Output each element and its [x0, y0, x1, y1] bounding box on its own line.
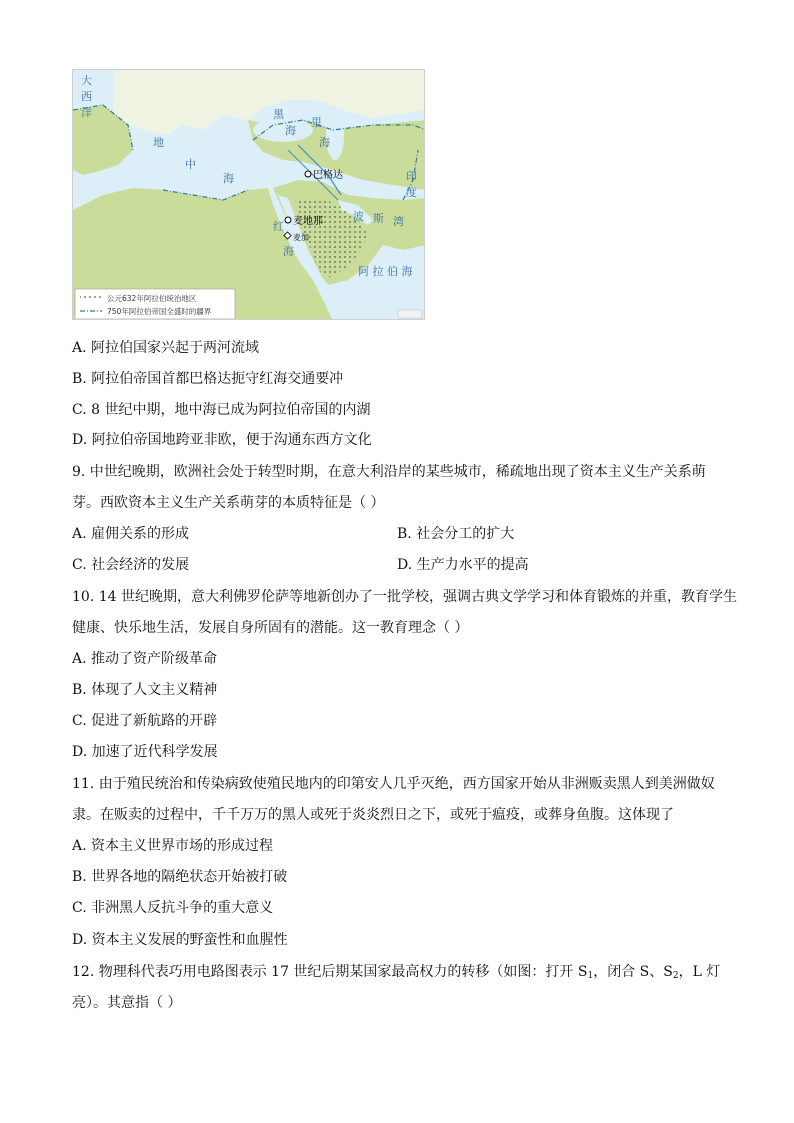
q9-option-c: C. 社会经济的发展: [72, 557, 190, 573]
q11-stem-line1: 11. 由于殖民统治和传染病致使殖民地内的印第安人几乎灭绝，西方国家开始从非洲贩卖黑人到美洲做奴: [72, 776, 715, 792]
q10-option-c: C. 促进了新航路的开辟: [72, 713, 218, 729]
q10-stem-line1: 10. 14 世纪晚期，意大利佛罗伦萨等地新创办了一批学校，强调古典文学学习和体育锻炼的并重，教育学生: [72, 589, 737, 605]
label-med-1: 地: [153, 136, 164, 149]
q8-option-b: B. 阿拉伯帝国首都巴格达扼守红海交通要冲: [72, 371, 344, 387]
label-red-1: 红: [273, 220, 284, 233]
q9-option-b: B. 社会分工的扩大: [397, 526, 515, 542]
q12-sub-1: 1: [587, 971, 594, 981]
legend-750: 750年阿拉伯帝国全盛时的疆界: [107, 307, 212, 316]
q9-stem-line1: 9. 中世纪晚期，欧洲社会处于转型时期，在意大利沿岸的某些城市，稀疏地出现了资本主义生产关系萌: [72, 464, 706, 480]
historical-map: [72, 69, 425, 320]
q10-option-d: D. 加速了近代科学发展: [72, 744, 218, 760]
label-indian-1: 印: [406, 170, 417, 183]
q9-stem-line2: 芽。西欧资本主义生产关系萌芽的本质特征是（ ）: [72, 495, 385, 511]
q11-option-c: C. 非洲黑人反抗斗争的重大意义: [72, 900, 274, 916]
q9-option-d: D. 生产力水平的提高: [397, 557, 529, 573]
q10-option-b: B. 体现了人文主义精神: [72, 682, 218, 698]
q9-option-a: A. 雇佣关系的形成: [72, 526, 190, 542]
q10-stem-line2: 健康、快乐地生活，发展自身所固有的潜能。这一教育理念（ ）: [72, 620, 469, 636]
caspian-sea: [326, 110, 344, 160]
q12-sub-2: 2: [672, 971, 679, 981]
label-black-1: 黑: [273, 108, 284, 121]
label-caspian-2: 海: [319, 136, 330, 149]
q12-text-a: 12. 物理科代表巧用电路图表示 17 世纪后期某国家最高权力的转移（如图：打开 S: [72, 964, 588, 980]
label-arabian-sea: 阿 拉 伯 海: [358, 265, 413, 278]
q12-stem-line2: 亮）。其意指（ ）: [72, 995, 182, 1011]
label-persian-3: 湾: [393, 215, 404, 228]
label-atlantic-2: 西: [81, 90, 92, 103]
q11-option-b: B. 世界各地的隔绝状态开始被打破: [72, 869, 288, 885]
city-mecca: 麦加: [293, 233, 309, 242]
baghdad-marker: [305, 171, 311, 177]
q12-stem-line1: [72, 962, 720, 986]
q8-option-a: A. 阿拉伯国家兴起于两河流域: [72, 340, 260, 356]
label-atlantic-3: 洋: [81, 106, 92, 119]
legend-632: 公元632年阿拉伯统治地区: [107, 294, 197, 303]
label-atlantic-1: 大: [81, 74, 92, 87]
city-baghdad: 巴格达: [313, 170, 343, 181]
label-red-2: 海: [283, 245, 294, 258]
label-med-3: 海: [223, 172, 234, 185]
label-med-2: 中: [185, 158, 196, 171]
label-persian-2: 斯: [373, 212, 384, 225]
q11-option-a: A. 资本主义世界市场的形成过程: [72, 838, 274, 854]
city-medina: 麦地那: [293, 216, 323, 227]
label-black-2: 海: [285, 124, 296, 137]
q8-option-c: C. 8 世纪中期，地中海已成为阿拉伯帝国的内湖: [72, 402, 371, 418]
legend-dots-swatch: [80, 295, 102, 300]
label-indian-2: 度: [406, 186, 417, 199]
q12-text-b: ，闭合 S、S: [593, 964, 673, 980]
label-persian-1: 波: [353, 210, 364, 223]
label-caspian-1: 里: [311, 116, 322, 129]
black-sea: [253, 118, 313, 142]
q10-option-a: A. 推动了资产阶级革命: [72, 651, 218, 667]
q8-option-d: D. 阿拉伯帝国地跨亚非欧，便于沟通东西方文化: [72, 432, 372, 448]
q11-stem-line2: 隶。在贩卖的过程中，千千万万的黑人或死于炎炎烈日之下，或死于瘟疫，或葬身鱼腹。这体现了: [72, 807, 674, 823]
q12-text-c: ，L 灯: [678, 964, 721, 980]
q11-option-d: D. 资本主义发展的野蛮性和血腥性: [72, 932, 288, 948]
map-svg: [73, 70, 425, 320]
map-scale-box: [398, 310, 422, 318]
medina-marker: [285, 217, 291, 223]
